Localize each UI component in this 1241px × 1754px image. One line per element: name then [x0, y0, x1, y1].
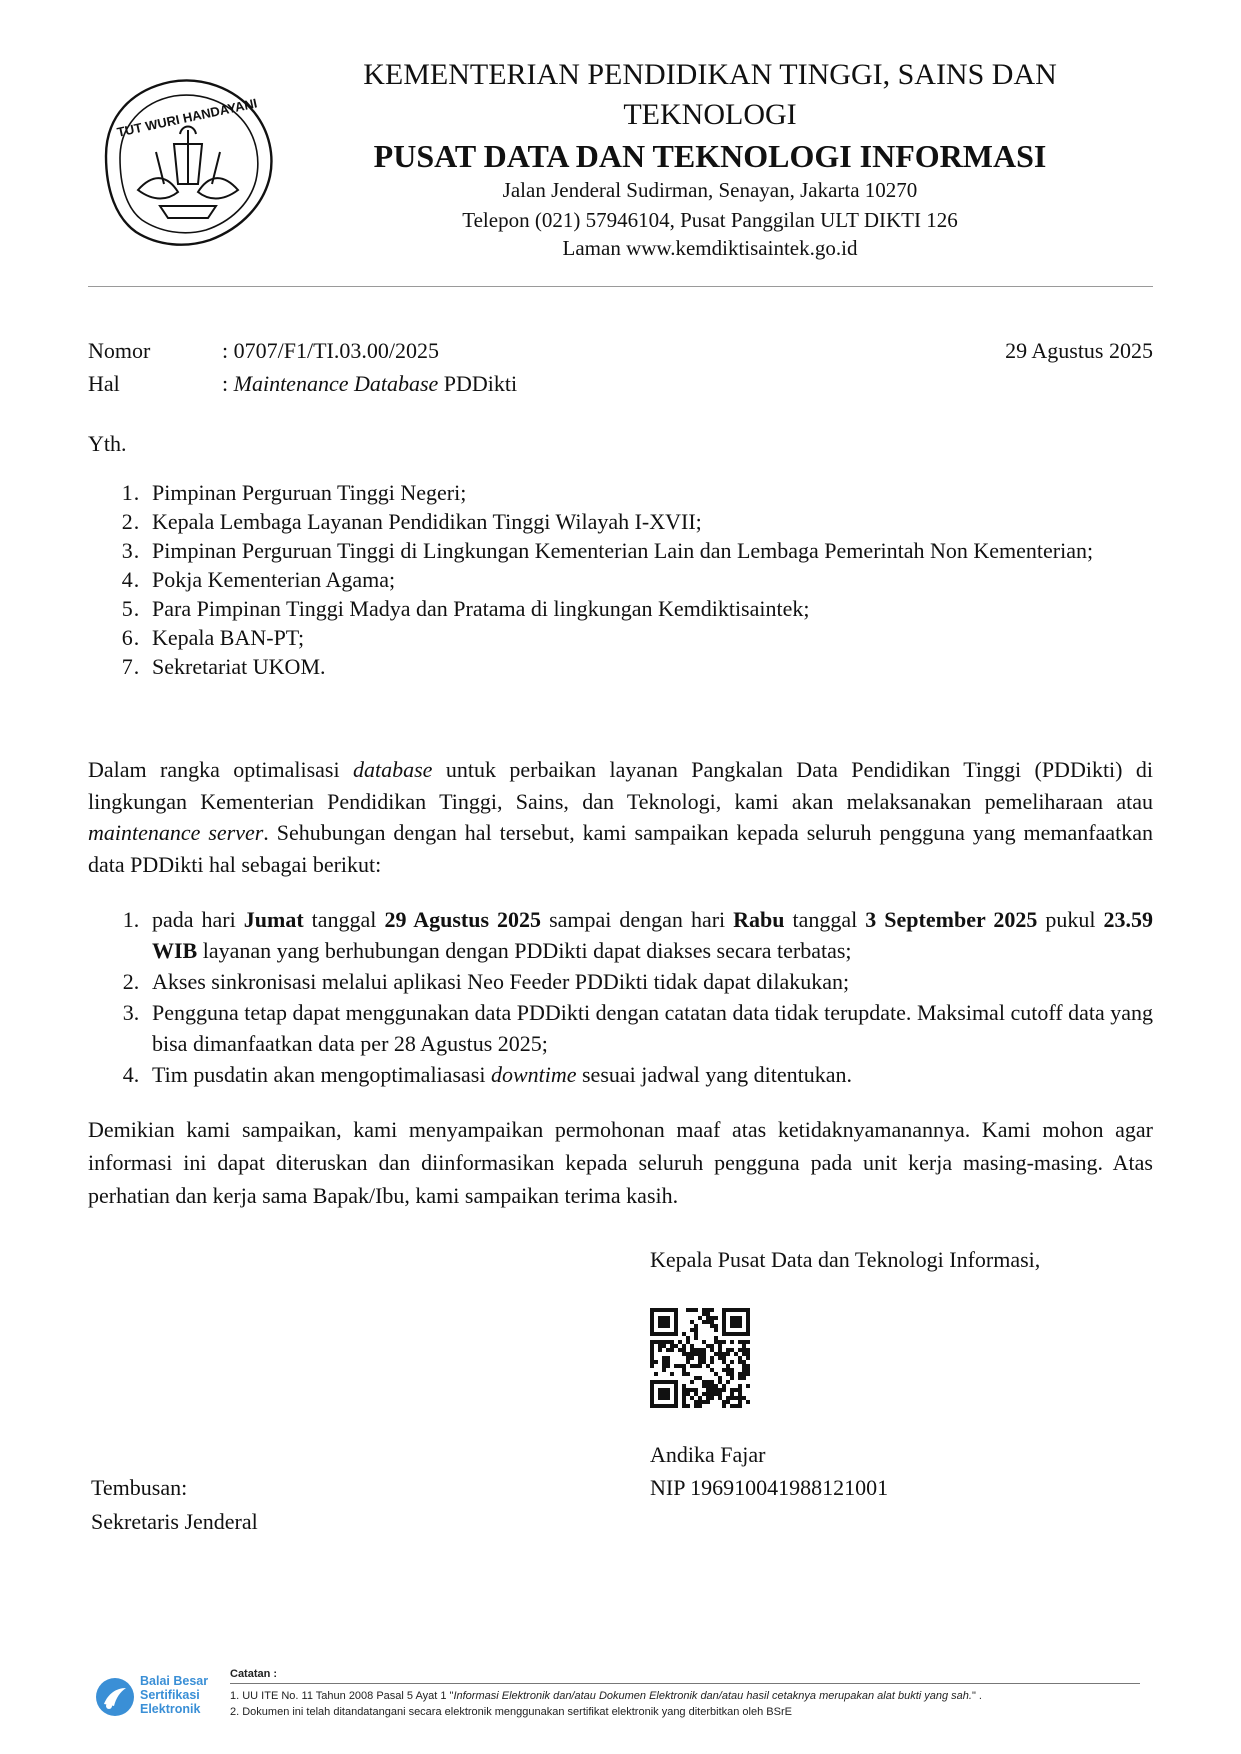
bsre-line3: Elektronik [140, 1702, 201, 1716]
list-item [110, 507, 1153, 536]
intro-italic: database [353, 757, 433, 782]
text-run: pada hari [152, 907, 244, 932]
italic-run: downtime [490, 1062, 577, 1087]
nomor-label: Nomor [88, 338, 151, 363]
note-text: 1. UU ITE No. 11 Tahun 2008 Pasal 5 Ayat 1 " [230, 1690, 454, 1702]
tut-wuri-handayani-emblem [98, 72, 278, 252]
list-number: 3. [122, 1000, 140, 1025]
bsre-line1: Balai Besar [140, 1674, 209, 1688]
list-item [110, 997, 1153, 1059]
phone: Telepon (021) 57946104, Pusat Panggilan ULT DIKTI 126 [462, 208, 958, 232]
emblem-text: TUT WURI HANDAYANI [115, 95, 259, 140]
list-item [110, 478, 1153, 507]
list-number: 2. [122, 969, 140, 994]
list-number: 3. [121, 538, 141, 563]
text-run: tanggal [784, 907, 866, 932]
list-number: 5. [121, 596, 141, 621]
notes-divider [230, 1683, 1140, 1684]
text-run: sesuai jadwal yang ditentukan. [576, 1062, 853, 1087]
list-item [110, 652, 1153, 681]
text-run: pukul [1037, 907, 1104, 932]
bold-run: 3 September 2025 [865, 907, 1038, 932]
list-text: Pimpinan Perguruan Tinggi Negeri; [152, 480, 467, 505]
cc-label: Tembusan: [91, 1475, 188, 1500]
points-list [110, 904, 1153, 1090]
intro-italic: maintenance server [88, 820, 264, 845]
list-item [110, 536, 1153, 565]
footer-notes [230, 1668, 1150, 1720]
bold-run: 23.59 WIB [152, 907, 1153, 963]
intro-text: Dalam rangka optimalisasi [88, 757, 353, 782]
list-text: Pengguna tetap dapat menggunakan data PDDikti dengan catatan data tidak terupdate. Maksimal cutoff data yang bisa dimanfaatkan data per 28 Agustus 2025; [152, 1000, 1153, 1056]
list-text: Akses sinkronisasi melalui aplikasi Neo Feeder PDDikti tidak dapat dilakukan; [152, 969, 850, 994]
letterhead-divider [88, 286, 1153, 287]
list-item [110, 623, 1153, 652]
list-item [110, 1059, 1153, 1090]
nomor-value: : 0707/F1/TI.03.00/2025 [222, 338, 439, 363]
bold-run: Jumat [243, 907, 304, 932]
salutation: Yth. [88, 431, 127, 456]
list-text: Para Pimpinan Tinggi Madya dan Pratama di lingkungan Kemdiktisaintek; [152, 596, 810, 621]
list-number: 4. [121, 567, 141, 592]
list-item [110, 594, 1153, 623]
list-item [110, 565, 1153, 594]
closing-paragraph: Demikian kami sampaikan, kami menyampaikan permohonan maaf atas ketidaknyamanannya. Kami mohon agar informasi ini dapat diteruskan dan diinformasikan kepada seluruh pengguna pada unit kerja masing-masing. Atas perhatian dan kerja sama Bapak/Ibu, kami sampaikan terima kasih. [88, 1117, 1153, 1208]
bold-run: 29 Agustus 2025 [384, 907, 542, 932]
note-text: " . [971, 1690, 982, 1702]
hal-rest: PDDikti [438, 371, 518, 396]
website: Laman www.kemdiktisaintek.go.id [562, 236, 858, 260]
intro-text: untuk perbaikan layanan Pangkalan Data Pendidikan Tinggi (PDDikti) di lingkungan Kementerian Pendidikan Tinggi, Sains, dan Teknologi, kami akan melaksanakan pemeliharaan atau [88, 757, 1153, 814]
list-text [152, 904, 1153, 966]
text-run: Tim pusdatin akan mengoptimaliasasi [152, 1062, 491, 1087]
list-number: 1. [122, 907, 140, 932]
bsre-line2: Sertifikasi [140, 1688, 200, 1702]
intro-paragraph [88, 754, 1153, 880]
list-text: Pokja Kementerian Agama; [152, 567, 396, 592]
cc-value: Sekretaris Jenderal [91, 1509, 258, 1534]
list-number: 6. [121, 625, 141, 650]
list-text: Kepala Lembaga Layanan Pendidikan Tinggi Wilayah I-XVII; [152, 509, 702, 534]
address: Jalan Jenderal Sudirman, Senayan, Jakarta 10270 [502, 178, 918, 202]
signer-name: Andika Fajar [650, 1442, 766, 1467]
letter-date: 29 Agustus 2025 [1005, 338, 1153, 363]
list-number: 1. [121, 480, 141, 505]
hal-label: Hal [88, 371, 120, 396]
recipient-list [110, 478, 1153, 681]
notes-list [230, 1688, 1150, 1720]
note-italic: Informasi Elektronik dan/atau Dokumen Elektronik dan/atau hasil cetaknya merupakan alat bukti yang sah. [453, 1690, 972, 1702]
hal-italic: Maintenance Database [233, 371, 439, 396]
qr-code-icon [650, 1308, 750, 1408]
list-number: 2. [121, 509, 141, 534]
notes-title: Catatan : [230, 1668, 278, 1680]
note-item [230, 1688, 1150, 1704]
hal-prefix: : [222, 371, 234, 396]
list-text: Kepala BAN-PT; [152, 625, 305, 650]
signer-nip: NIP 196910041988121001 [650, 1475, 889, 1500]
bsre-name [140, 1674, 208, 1716]
ministry-name-line2: TEKNOLOGI [623, 98, 797, 131]
ministry-name-line1: KEMENTERIAN PENDIDIKAN TINGGI, SAINS DAN [363, 58, 1057, 91]
intro-text: . Sehubungan dengan hal tersebut, kami sampaikan kepada seluruh pengguna yang memanfaatkan data PDDikti hal sebagai berikut: [88, 820, 1153, 877]
text-run: tanggal [303, 907, 385, 932]
signer-title: Kepala Pusat Data dan Teknologi Informasi, [650, 1247, 1041, 1272]
unit-name: PUSAT DATA DAN TEKNOLOGI INFORMASI [373, 138, 1047, 174]
bsre-logo-icon [94, 1676, 136, 1718]
list-item [110, 904, 1153, 966]
hal-value [222, 371, 517, 397]
note-item: 2. Dokumen ini telah ditandatangani secara elektronik menggunakan sertifikat elektronik yang diterbitkan oleh BSrE [230, 1706, 792, 1718]
text-run: sampai dengan hari [541, 907, 734, 932]
list-text: Sekretariat UKOM. [152, 654, 326, 679]
bold-run: Rabu [733, 907, 785, 932]
list-text: Pimpinan Perguruan Tinggi di Lingkungan Kementerian Lain dan Lembaga Pemerintah Non Kementerian; [152, 538, 1094, 563]
list-number: 4. [122, 1062, 140, 1087]
list-item [110, 966, 1153, 997]
text-run: layanan yang berhubungan dengan PDDikti dapat diakses secara terbatas; [197, 938, 852, 963]
list-text [152, 1059, 1153, 1090]
list-number: 7. [121, 654, 141, 679]
